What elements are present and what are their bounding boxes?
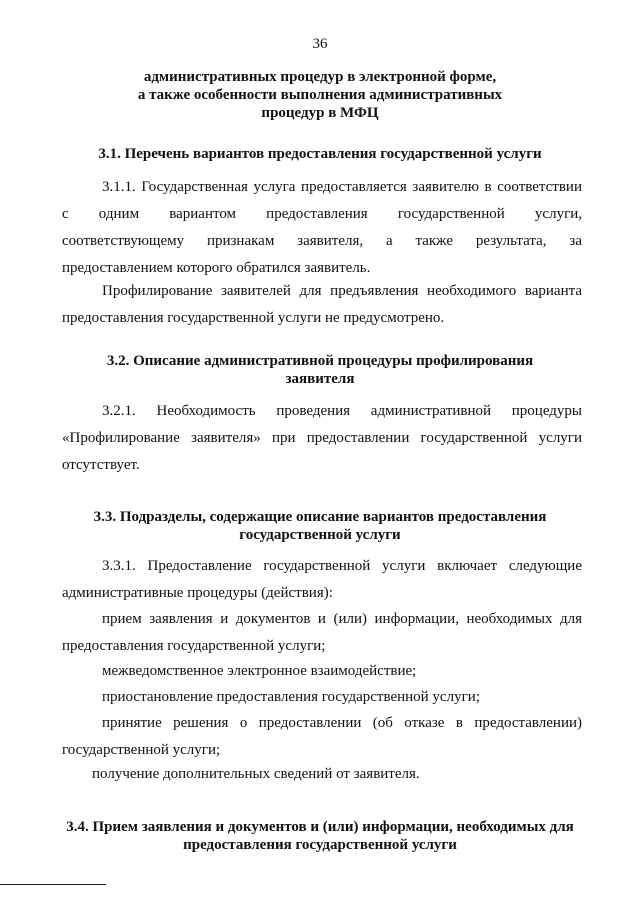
heading-line: процедур в МФЦ [261,105,379,121]
paragraph-line: предоставления государственной услуги; [62,638,326,654]
footnote-divider [0,884,106,885]
list-item-5: получение дополнительных сведений от заявителя. [92,766,420,782]
paragraph-line: административные процедуры (действия): [62,585,333,601]
intro-heading [60,68,580,122]
heading-line: 3.2. Описание административной процедуры профилирования [106,353,534,369]
list-item-4 [62,710,582,764]
page-number: 36 [312,36,328,52]
section-3-1-paragraph-2 [62,278,582,332]
heading-line: государственной услуги [239,527,401,543]
paragraph-line: «Профилирование заявителя» при предоставлении государственной услуги [62,430,582,446]
paragraph-line: 3.2.1. Необходимость проведения административной процедуры [102,403,582,419]
section-3-3-title [60,508,580,544]
paragraph-line: принятие решения о предоставлении (об отказе в предоставлении) [102,715,582,731]
heading-line: 3.4. Прием заявления и документов и (или) информации, необходимых для [66,819,574,835]
paragraph-line: Профилирование заявителей для предъявления необходимого варианта [102,283,582,299]
paragraph-line: 3.1.1. Государственная услуга предоставляется заявителю в соответствии [102,179,582,195]
section-3-1-paragraph-1 [62,174,582,282]
paragraph-line: соответствующему признакам заявителя, а также результата, за [62,233,582,249]
list-item-3: приостановление предоставления государственной услуги; [102,689,480,705]
heading-line: а также особенности выполнения административных [137,87,503,103]
section-3-4-title [60,818,580,854]
paragraph-line: 3.3.1. Предоставление государственной услуги включает следующие [102,558,582,574]
heading-line: 3.1. Перечень вариантов предоставления государственной услуги [98,146,542,162]
heading-line: предоставления государственной услуги [183,837,457,853]
list-item-1 [62,606,582,660]
section-3-2-title [60,352,580,388]
section-3-2-paragraph-1 [62,398,582,479]
section-3-3-paragraph-1 [62,553,582,607]
paragraph-line: предоставлением которого обратился заявитель. [62,260,371,276]
list-item-2: межведомственное электронное взаимодействие; [102,663,417,679]
paragraph-line: предоставления государственной услуги не предусмотрено. [62,310,445,326]
paragraph-line: прием заявления и документов и (или) информации, необходимых для [102,611,582,627]
section-3-1-title [60,145,580,163]
paragraph-line: с одним вариантом предоставления государственной услуги, [62,206,582,222]
heading-line: 3.3. Подразделы, содержащие описание вариантов предоставления [93,509,547,525]
heading-line: заявителя [285,371,355,387]
heading-line: административных процедур в электронной форме, [143,69,497,85]
paragraph-line: государственной услуги; [62,742,221,758]
paragraph-line: отсутствует. [62,457,140,473]
